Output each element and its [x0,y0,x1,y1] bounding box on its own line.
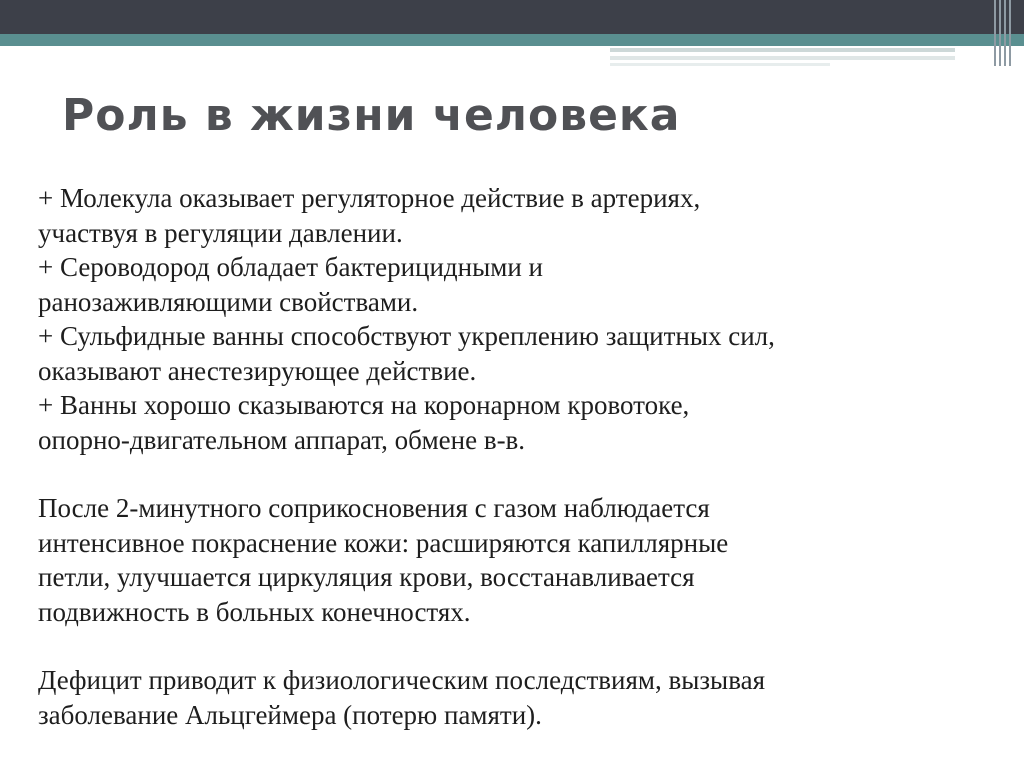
body-line: подвижность в больных конечностях. [38,596,471,627]
body-line: оказывают анестезирующее действие. [38,355,477,386]
header-vertical-lines [994,0,1014,66]
body-line: ранозаживляющими свойствами. [38,286,419,317]
paragraph-gap [38,629,938,663]
body-line: опорно-двигательном аппарат, обмене в-в. [38,424,526,455]
vertical-line [1004,0,1006,66]
body-line: петли, улучшается циркуляция крови, восстанавливается [38,562,695,592]
header-stripe [610,48,955,52]
header-stripe [610,63,830,66]
vertical-line [999,0,1001,66]
slide-body [38,181,938,732]
header-dark-band [0,0,1024,34]
body-line: Дефицит приводит к физиологическим последствиям, вызывая [38,665,765,695]
body-line: участвуя в регуляции давлении. [38,217,403,248]
body-line: заболевание Альцгеймера (потерю памяти). [38,699,542,730]
body-line: + Сероводород обладает бактерицидными и [38,252,543,282]
body-line: + Ванны хорошо сказываются на коронарном кровотоке, [38,390,690,420]
slide-title: Роль в жизни человека [62,90,681,141]
body-line: После 2-минутного соприкосновения с газом наблюдается [38,493,710,523]
body-line: + Сульфидные ванны способствуют укреплению защитных сил, [38,321,775,351]
vertical-line [1009,0,1011,66]
body-line: + Молекула оказывает регуляторное действие в артериях, [38,183,701,213]
header-stripe [610,56,955,60]
body-line: интенсивное покраснение кожи: расширяются капиллярные [38,527,729,558]
vertical-line [994,0,996,66]
paragraph-gap [38,457,938,491]
header-teal-band [0,34,1024,46]
